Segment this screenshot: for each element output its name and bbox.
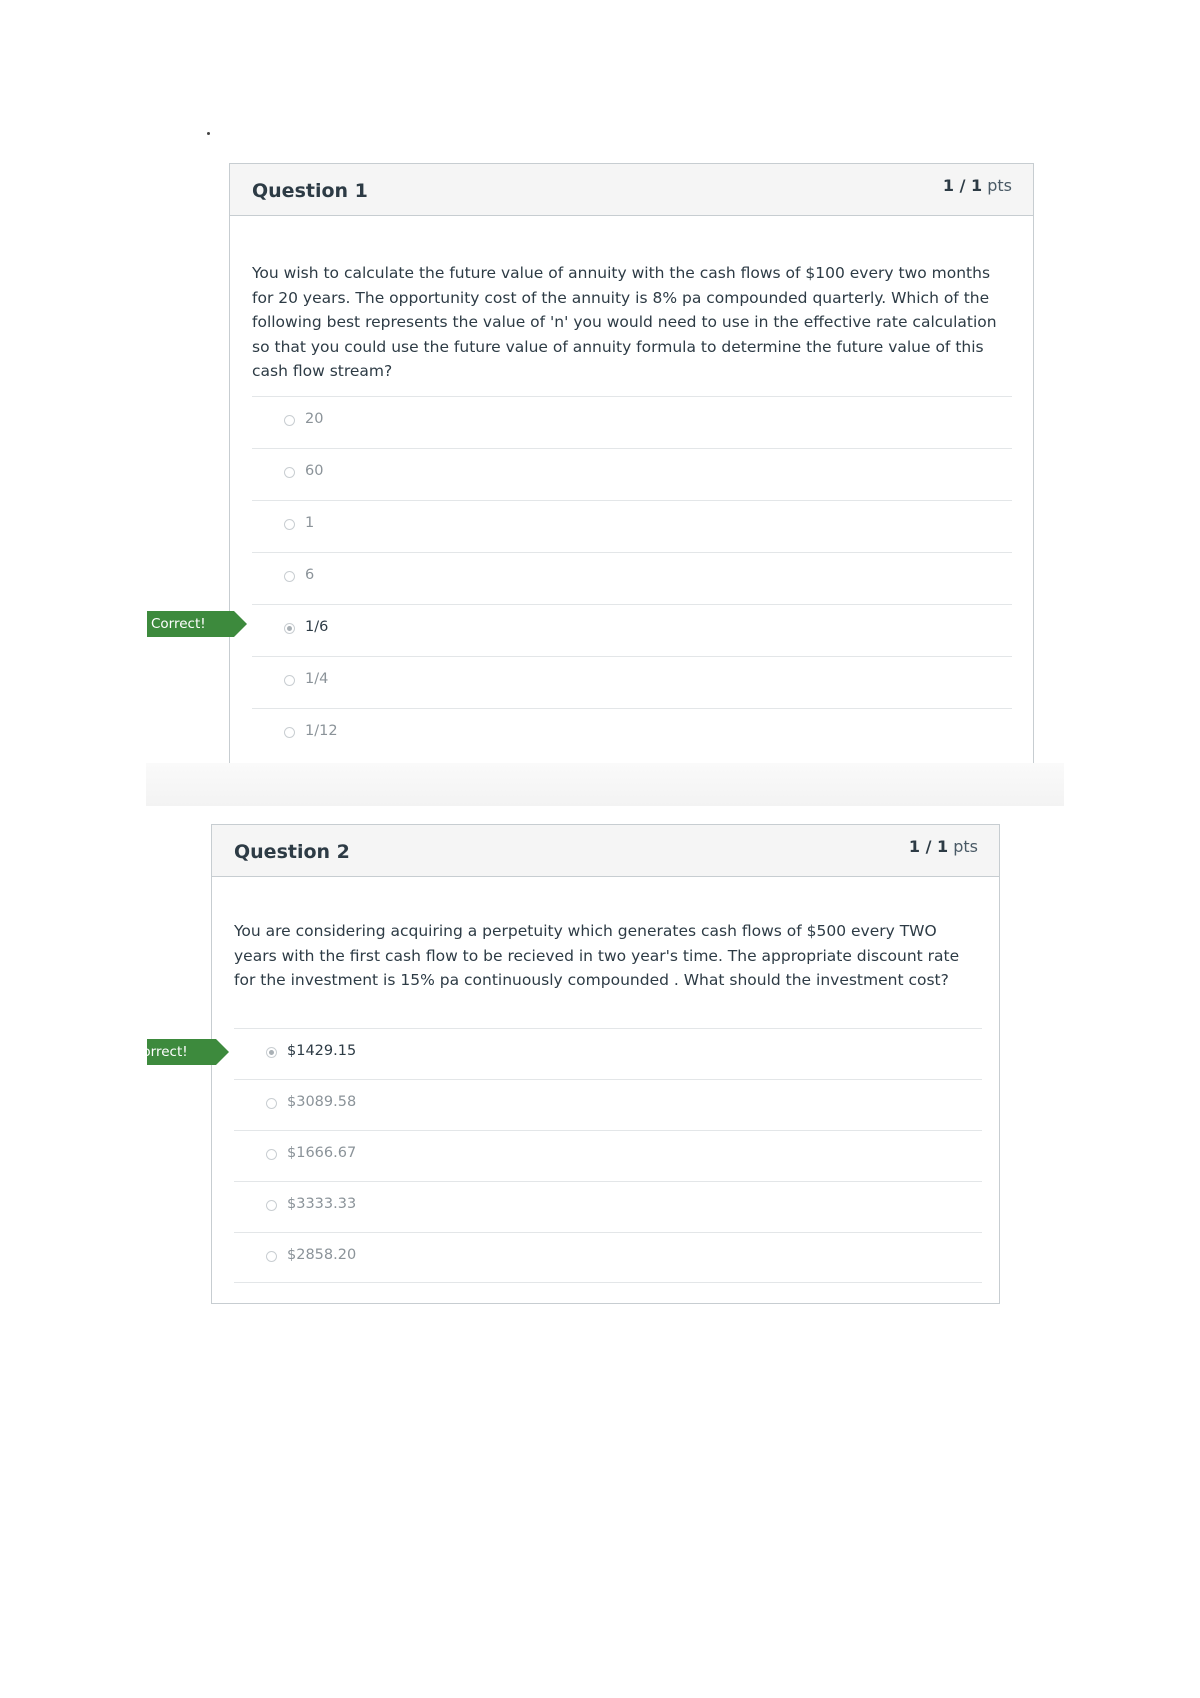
answer-label: $3089.58 (287, 1094, 357, 1110)
answer-option[interactable] (252, 656, 1012, 708)
answer-option[interactable] (234, 1181, 982, 1232)
radio-button[interactable] (284, 727, 295, 738)
answer-label: 1/4 (305, 671, 329, 687)
answer-option[interactable] (252, 500, 1012, 552)
answer-label: $3333.33 (287, 1196, 357, 1212)
radio-button[interactable] (266, 1098, 277, 1109)
answer-option[interactable] (234, 1232, 982, 1283)
correct-arrow-tag (147, 611, 234, 637)
answer-option[interactable] (252, 708, 1012, 760)
answer-label: 20 (305, 411, 324, 427)
answer-option[interactable] (252, 448, 1012, 500)
correct-label: Correct! (133, 1044, 188, 1060)
answer-label: 1/6 (305, 619, 329, 635)
radio-button[interactable] (284, 467, 295, 478)
correct-label: Correct! (151, 616, 206, 632)
answer-label: 60 (305, 463, 324, 479)
points-value: 1 / 1 (908, 837, 949, 856)
radio-button[interactable] (284, 415, 295, 426)
answer-label: 1/12 (305, 723, 338, 739)
question-title: Question 1 (252, 180, 368, 202)
answer-option-selected[interactable] (252, 604, 1012, 656)
points-unit: pts (987, 176, 1012, 195)
radio-button[interactable] (284, 675, 295, 686)
screenshot-separator (146, 763, 1064, 806)
answer-label: $1666.67 (287, 1145, 357, 1161)
correct-tag-q2 (133, 1039, 229, 1065)
answer-option[interactable] (252, 552, 1012, 604)
correct-tag-q1 (147, 611, 247, 637)
answer-option-selected[interactable] (234, 1028, 982, 1079)
answer-list (252, 396, 1012, 760)
correct-arrow-tag (133, 1039, 216, 1065)
question-points (943, 176, 1012, 195)
answer-label: 1 (305, 515, 315, 531)
radio-button[interactable] (266, 1251, 277, 1262)
radio-button[interactable] (266, 1200, 277, 1211)
points-unit: pts (953, 837, 978, 856)
question-text: You are considering acquiring a perpetuity which generates cash flows of $500 every TWO years with the first cash flow to be recieved in two year's time. The appropriate discount rate for the investment is 15% pa continuously compounded . What should the investment cost? (234, 922, 960, 989)
answer-option[interactable] (252, 396, 1012, 448)
radio-button[interactable] (284, 571, 295, 582)
radio-button[interactable] (284, 519, 295, 530)
answer-option[interactable] (234, 1130, 982, 1181)
question-text: You wish to calculate the future value of annuity with the cash flows of $100 every two months for 20 years. The opportunity cost of the annuity is 8% pa compounded quarterly. Which of the following best represents the value of 'n' you would need to use in the effective rate calculation so that you could use the future value of annuity formula to determine the future value of this cash flow stream? (252, 264, 997, 380)
answer-label: 6 (305, 567, 315, 583)
question-card-1 (229, 163, 1034, 779)
question-points (909, 837, 978, 856)
radio-button-checked[interactable] (266, 1047, 277, 1058)
question-header (230, 164, 1033, 216)
question-header (212, 825, 999, 877)
points-value: 1 / 1 (942, 176, 983, 195)
question-card-2 (211, 824, 1000, 1304)
answer-label: $2858.20 (287, 1247, 357, 1263)
radio-button-checked[interactable] (284, 623, 295, 634)
answer-option[interactable] (234, 1079, 982, 1130)
answer-label: $1429.15 (287, 1043, 357, 1059)
question-title: Question 2 (234, 841, 350, 863)
radio-button[interactable] (266, 1149, 277, 1160)
page-dot (207, 132, 210, 135)
answer-list (234, 1028, 982, 1283)
